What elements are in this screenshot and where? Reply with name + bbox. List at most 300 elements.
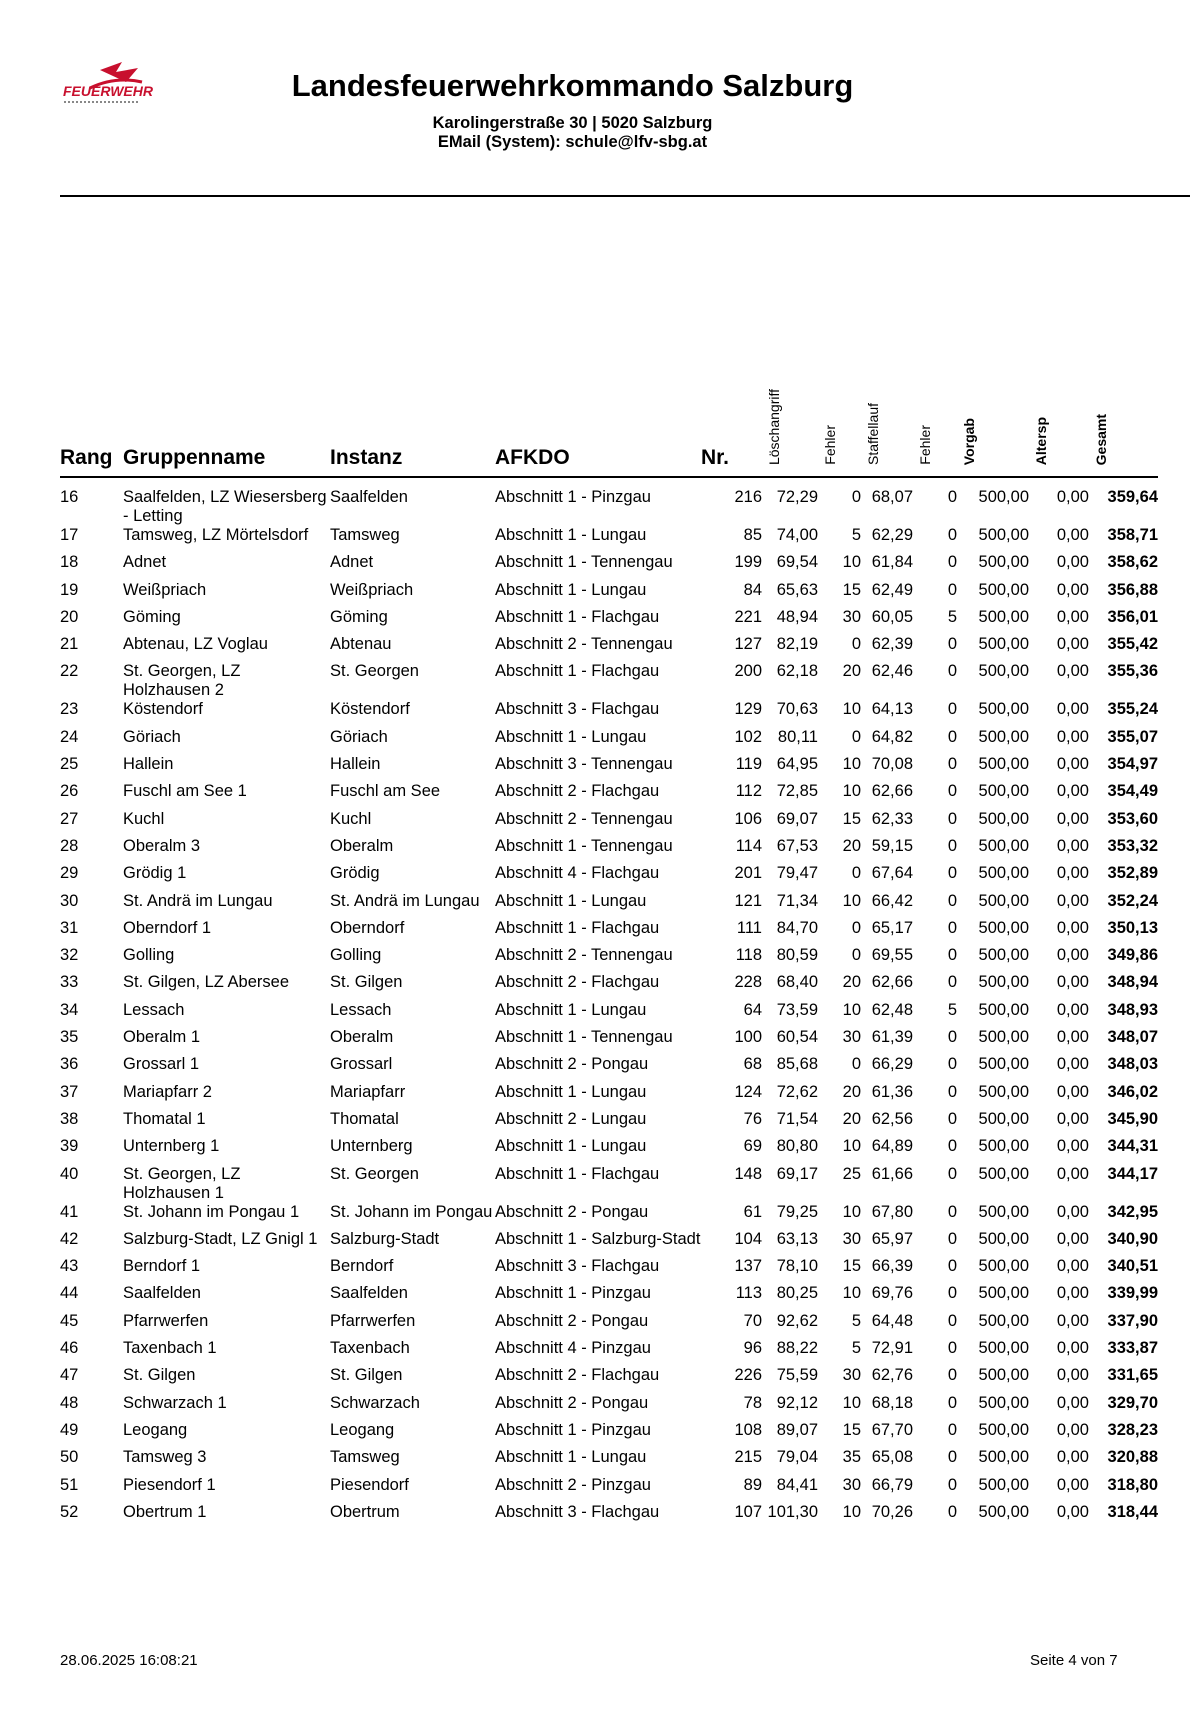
afkdo-cell: Abschnitt 3 - Flachgau <box>495 1257 660 1276</box>
rang-cell: 22 <box>60 662 79 681</box>
gesamt-cell: 340,90 <box>1107 1229 1158 1248</box>
fehler-1-cell: 20 <box>842 662 861 681</box>
group-name-cell: Oberalm 3 <box>123 836 201 855</box>
loeschangriff-cell: 92,12 <box>776 1393 818 1412</box>
altersp-cell: 0,00 <box>1056 1475 1089 1494</box>
nr-cell: 199 <box>734 553 762 572</box>
loeschangriff-cell: 64,95 <box>776 755 818 774</box>
fehler-2-cell: 0 <box>947 973 957 992</box>
altersp-cell: 0,00 <box>1056 918 1089 937</box>
group-name-cell: Tamsweg, LZ Mörtelsdorf <box>123 526 309 544</box>
rang-cell: 44 <box>60 1284 79 1303</box>
fehler-2-cell: 0 <box>947 1028 957 1047</box>
instanz-cell: Adnet <box>330 553 374 572</box>
fehler-1-cell: 10 <box>842 1284 861 1303</box>
afkdo-cell: Abschnitt 2 - Pongau <box>495 1311 649 1330</box>
fehler-2-cell: 0 <box>947 1448 957 1467</box>
rang-cell: 33 <box>60 973 79 992</box>
staffellauf-cell: 68,18 <box>871 1393 913 1412</box>
instanz-cell: Taxenbach <box>330 1339 410 1358</box>
afkdo-cell: Abschnitt 1 - Pinzgau <box>495 1284 651 1303</box>
altersp-cell: 0,00 <box>1056 553 1089 572</box>
table-row <box>60 1055 1158 1082</box>
nr-cell: 113 <box>735 1284 762 1303</box>
instanz-cell: Oberndorf <box>330 918 405 937</box>
altersp-cell: 0,00 <box>1056 1137 1089 1156</box>
vorgabe-cell: 500,00 <box>978 553 1029 572</box>
vorgabe-cell: 500,00 <box>978 973 1029 992</box>
gesamt-cell: 348,03 <box>1107 1055 1158 1074</box>
vorgabe-cell: 500,00 <box>978 1420 1029 1439</box>
group-name-cell: Tamsweg 3 <box>123 1448 207 1467</box>
gesamt-cell: 354,49 <box>1107 782 1158 801</box>
gesamt-cell: 318,80 <box>1107 1475 1158 1494</box>
rang-cell: 25 <box>60 755 79 774</box>
loeschangriff-cell: 92,62 <box>776 1311 818 1330</box>
gesamt-cell: 355,42 <box>1107 635 1158 654</box>
gesamt-cell: 320,88 <box>1107 1448 1158 1467</box>
afkdo-cell: Abschnitt 3 - Flachgau <box>495 1502 660 1521</box>
rang-cell: 43 <box>60 1257 79 1276</box>
gesamt-cell: 340,51 <box>1107 1257 1158 1276</box>
fehler-1-cell: 30 <box>842 1229 861 1248</box>
table-row <box>60 837 1158 864</box>
fehler-1-cell: 20 <box>842 836 861 855</box>
group-name-cell: Fuschl am See 1 <box>123 782 247 801</box>
afkdo-cell: Abschnitt 1 - Tennengau <box>495 836 673 855</box>
gesamt-cell: 353,32 <box>1107 836 1158 855</box>
group-name-cell: St. Gilgen, LZ Abersee <box>123 973 290 992</box>
group-name-cell: Taxenbach 1 <box>123 1339 217 1358</box>
altersp-cell: 0,00 <box>1056 1393 1089 1412</box>
altersp-cell: 0,00 <box>1056 1164 1089 1183</box>
vorgabe-cell: 500,00 <box>978 635 1029 654</box>
table-row <box>60 700 1158 727</box>
instanz-cell: Unternberg <box>330 1137 413 1156</box>
afkdo-cell: Abschnitt 1 - Pinzgau <box>495 488 651 506</box>
table-row <box>60 608 1158 635</box>
nr-cell: 96 <box>743 1339 762 1358</box>
afkdo-cell: Abschnitt 1 - Lungau <box>495 580 647 599</box>
instanz-cell: Obertrum <box>330 1502 400 1521</box>
loeschangriff-cell: 69,07 <box>776 809 818 828</box>
afkdo-cell: Abschnitt 1 - Lungau <box>495 1082 647 1101</box>
vorgabe-cell: 500,00 <box>978 662 1029 681</box>
instanz-cell: Schwarzach <box>330 1393 420 1412</box>
afkdo-cell: Abschnitt 2 - Flachgau <box>495 782 660 801</box>
altersp-cell: 0,00 <box>1056 580 1089 599</box>
nr-cell: 102 <box>734 727 762 746</box>
gesamt-cell: 348,07 <box>1107 1028 1158 1047</box>
group-name-cell: Unternberg 1 <box>123 1137 220 1156</box>
loeschangriff-cell: 75,59 <box>776 1366 818 1385</box>
rang-cell: 49 <box>60 1420 79 1439</box>
nr-cell: 127 <box>734 635 762 654</box>
altersp-cell: 0,00 <box>1056 891 1089 910</box>
gesamt-cell: 353,60 <box>1107 809 1158 828</box>
staffellauf-cell: 62,39 <box>871 635 913 654</box>
staffellauf-cell: 61,36 <box>871 1082 913 1101</box>
instanz-cell: Göming <box>330 607 388 626</box>
address-block <box>0 114 1145 152</box>
fehler-1-cell: 15 <box>842 809 861 828</box>
table-row <box>60 946 1158 973</box>
rang-cell: 37 <box>60 1082 79 1101</box>
table-row <box>60 1230 1158 1257</box>
fehler-1-cell: 30 <box>842 1475 861 1494</box>
fehler-2-cell: 0 <box>947 891 957 910</box>
nr-cell: 201 <box>734 864 762 883</box>
nr-cell: 61 <box>743 1202 762 1221</box>
gesamt-cell: 339,99 <box>1107 1284 1158 1303</box>
loeschangriff-cell: 68,40 <box>776 973 818 992</box>
instanz-cell: St. Georgen <box>330 1164 419 1183</box>
group-name-cell: Salzburg-Stadt, LZ Gnigl 1 <box>123 1229 318 1248</box>
group-name-cell: Leogang <box>123 1420 188 1439</box>
group-name-cell: St. Georgen, LZ Holzhausen 2 <box>123 662 241 700</box>
fehler-2-cell: 0 <box>947 1055 957 1074</box>
altersp-cell: 0,00 <box>1056 1229 1089 1248</box>
nr-cell: 70 <box>743 1311 762 1330</box>
fehler-2-cell: 0 <box>947 1420 957 1439</box>
col-header-gruppenname: Gruppenname <box>123 370 330 477</box>
rang-cell: 32 <box>60 946 79 965</box>
group-name-cell: Adnet <box>123 553 167 572</box>
altersp-cell: 0,00 <box>1056 607 1089 626</box>
fehler-2-cell: 0 <box>947 864 957 883</box>
gesamt-cell: 356,88 <box>1107 580 1158 599</box>
instanz-cell: Göriach <box>330 727 388 746</box>
table-row <box>60 1001 1158 1028</box>
nr-cell: 226 <box>734 1366 762 1385</box>
rang-cell: 23 <box>60 700 79 719</box>
table-row <box>60 1421 1158 1448</box>
afkdo-cell: Abschnitt 1 - Lungau <box>495 727 647 746</box>
table-row <box>60 755 1158 782</box>
fehler-1-cell: 35 <box>842 1448 861 1467</box>
nr-cell: 221 <box>734 607 762 626</box>
table-row <box>60 1165 1158 1203</box>
afkdo-cell: Abschnitt 2 - Flachgau <box>495 1366 660 1385</box>
vorgabe-cell: 500,00 <box>978 1393 1029 1412</box>
staffellauf-cell: 62,76 <box>871 1366 913 1385</box>
staffellauf-cell: 64,82 <box>871 727 913 746</box>
fehler-1-cell: 10 <box>842 1137 861 1156</box>
loeschangriff-cell: 63,13 <box>776 1229 818 1248</box>
loeschangriff-cell: 80,11 <box>777 727 818 746</box>
rang-cell: 39 <box>60 1137 79 1156</box>
loeschangriff-cell: 72,62 <box>776 1082 818 1101</box>
rang-cell: 52 <box>60 1502 79 1521</box>
loeschangriff-cell: 71,34 <box>776 891 818 910</box>
fehler-2-cell: 0 <box>947 1475 957 1494</box>
vorgabe-cell: 500,00 <box>978 580 1029 599</box>
altersp-cell: 0,00 <box>1056 526 1089 544</box>
fehler-2-cell: 0 <box>947 1366 957 1385</box>
altersp-cell: 0,00 <box>1056 700 1089 719</box>
rang-cell: 17 <box>60 526 79 544</box>
group-name-cell: Abtenau, LZ Voglau <box>123 635 268 654</box>
staffellauf-cell: 65,17 <box>871 918 913 937</box>
staffellauf-cell: 61,66 <box>871 1164 913 1183</box>
staffellauf-cell: 67,70 <box>871 1420 913 1439</box>
table-row <box>60 581 1158 608</box>
group-name-cell: St. Andrä im Lungau <box>123 891 273 910</box>
loeschangriff-cell: 70,63 <box>776 700 818 719</box>
group-name-cell: Obertrum 1 <box>123 1502 207 1521</box>
nr-cell: 108 <box>734 1420 762 1439</box>
staffellauf-cell: 70,08 <box>871 755 913 774</box>
fehler-1-cell: 30 <box>842 1366 861 1385</box>
instanz-cell: St. Georgen <box>330 662 419 681</box>
fehler-2-cell: 0 <box>947 918 957 937</box>
gesamt-cell: 333,87 <box>1107 1339 1158 1358</box>
instanz-cell: Tamsweg <box>330 526 400 544</box>
instanz-cell: Köstendorf <box>330 700 410 719</box>
afkdo-cell: Abschnitt 1 - Flachgau <box>495 607 660 626</box>
fehler-1-cell: 10 <box>842 553 861 572</box>
staffellauf-cell: 70,26 <box>871 1502 913 1521</box>
group-name-cell: Pfarrwerfen <box>123 1311 209 1330</box>
loeschangriff-cell: 65,63 <box>776 580 818 599</box>
altersp-cell: 0,00 <box>1056 946 1089 965</box>
afkdo-cell: Abschnitt 1 - Tennengau <box>495 1028 673 1047</box>
loeschangriff-cell: 89,07 <box>776 1420 818 1439</box>
nr-cell: 215 <box>734 1448 762 1467</box>
fehler-2-cell: 0 <box>947 1229 957 1248</box>
fehler-2-cell: 0 <box>947 782 957 801</box>
afkdo-cell: Abschnitt 1 - Lungau <box>495 891 647 910</box>
altersp-cell: 0,00 <box>1056 1082 1089 1101</box>
afkdo-cell: Abschnitt 2 - Lungau <box>495 1109 647 1128</box>
afkdo-cell: Abschnitt 1 - Lungau <box>495 1448 647 1467</box>
group-name-cell: Schwarzach 1 <box>123 1393 227 1412</box>
nr-cell: 76 <box>743 1109 762 1128</box>
gesamt-cell: 355,36 <box>1107 662 1158 681</box>
group-name-cell: St. Georgen, LZ Holzhausen 1 <box>123 1164 241 1202</box>
group-name-cell: St. Johann im Pongau 1 <box>123 1202 300 1221</box>
vorgabe-cell: 500,00 <box>978 755 1029 774</box>
staffellauf-cell: 62,56 <box>871 1109 913 1128</box>
col-header-staffellauf: Staffellauf <box>861 370 913 477</box>
altersp-cell: 0,00 <box>1056 1502 1089 1521</box>
table-header-row <box>60 370 1158 477</box>
staffellauf-cell: 62,29 <box>871 526 913 544</box>
group-name-cell: Göriach <box>123 727 181 746</box>
fehler-1-cell: 10 <box>842 1393 861 1412</box>
loeschangriff-cell: 71,54 <box>776 1109 818 1128</box>
group-name-cell: Köstendorf <box>123 700 203 719</box>
vorgabe-cell: 500,00 <box>978 526 1029 544</box>
afkdo-cell: Abschnitt 1 - Lungau <box>495 526 647 544</box>
instanz-cell: Leogang <box>330 1420 395 1439</box>
fehler-1-cell: 0 <box>851 488 861 506</box>
vorgabe-cell: 500,00 <box>978 607 1029 626</box>
vorgabe-cell: 500,00 <box>978 809 1029 828</box>
fehler-1-cell: 5 <box>851 1339 861 1358</box>
gesamt-cell: 349,86 <box>1107 946 1158 965</box>
vorgabe-cell: 500,00 <box>978 1475 1029 1494</box>
rang-cell: 27 <box>60 809 79 828</box>
col-header-fehler-1: Fehler <box>818 370 861 477</box>
vorgabe-cell: 500,00 <box>978 1055 1029 1074</box>
altersp-cell: 0,00 <box>1056 662 1089 681</box>
fehler-2-cell: 0 <box>947 553 957 572</box>
rang-cell: 29 <box>60 864 79 883</box>
fehler-2-cell: 0 <box>947 1202 957 1221</box>
altersp-cell: 0,00 <box>1056 755 1089 774</box>
table-row <box>60 1394 1158 1421</box>
loeschangriff-cell: 85,68 <box>776 1055 818 1074</box>
gesamt-cell: 345,90 <box>1107 1109 1158 1128</box>
fehler-1-cell: 15 <box>842 580 861 599</box>
table-row <box>60 1503 1158 1530</box>
altersp-cell: 0,00 <box>1056 1420 1089 1439</box>
fehler-1-cell: 5 <box>851 526 861 544</box>
afkdo-cell: Abschnitt 4 - Pinzgau <box>495 1339 651 1358</box>
col-header-instanz: Instanz <box>330 370 495 477</box>
header-divider <box>60 195 1190 197</box>
rang-cell: 19 <box>60 580 79 599</box>
vorgabe-cell: 500,00 <box>978 1284 1029 1303</box>
vorgabe-cell: 500,00 <box>978 1000 1029 1019</box>
staffellauf-cell: 62,66 <box>871 782 913 801</box>
fehler-1-cell: 10 <box>842 700 861 719</box>
loeschangriff-cell: 74,00 <box>776 526 818 544</box>
rang-cell: 30 <box>60 891 79 910</box>
instanz-cell: St. Gilgen <box>330 1366 403 1385</box>
col-header-nr: Nr. <box>701 370 762 477</box>
fehler-1-cell: 0 <box>851 864 861 883</box>
gesamt-cell: 355,24 <box>1107 700 1158 719</box>
nr-cell: 106 <box>734 809 762 828</box>
loeschangriff-cell: 84,70 <box>776 918 818 937</box>
instanz-cell: St. Andrä im Lungau <box>330 891 480 910</box>
afkdo-cell: Abschnitt 2 - Tennengau <box>495 946 673 965</box>
loeschangriff-cell: 79,25 <box>776 1202 818 1221</box>
vorgabe-cell: 500,00 <box>978 1082 1029 1101</box>
fehler-2-cell: 5 <box>947 607 957 626</box>
gesamt-cell: 355,07 <box>1107 727 1158 746</box>
gesamt-cell: 352,89 <box>1107 864 1158 883</box>
fehler-1-cell: 0 <box>851 727 861 746</box>
gesamt-cell: 328,23 <box>1107 1420 1158 1439</box>
instanz-cell: Kuchl <box>330 809 372 828</box>
table-row <box>60 477 1158 526</box>
afkdo-cell: Abschnitt 1 - Tennengau <box>495 553 673 572</box>
rang-cell: 24 <box>60 727 79 746</box>
afkdo-cell: Abschnitt 1 - Flachgau <box>495 918 660 937</box>
nr-cell: 78 <box>743 1393 762 1412</box>
fehler-2-cell: 0 <box>947 1137 957 1156</box>
nr-cell: 118 <box>735 946 762 965</box>
afkdo-cell: Abschnitt 2 - Pongau <box>495 1202 649 1221</box>
staffellauf-cell: 60,05 <box>871 607 913 626</box>
fehler-2-cell: 0 <box>947 526 957 544</box>
rang-cell: 51 <box>60 1475 79 1494</box>
altersp-cell: 0,00 <box>1056 1028 1089 1047</box>
altersp-cell: 0,00 <box>1056 809 1089 828</box>
loeschangriff-cell: 101,30 <box>767 1502 818 1521</box>
fehler-1-cell: 30 <box>842 607 861 626</box>
vorgabe-cell: 500,00 <box>978 836 1029 855</box>
fehler-2-cell: 0 <box>947 1082 957 1101</box>
fehler-1-cell: 15 <box>842 1420 861 1439</box>
instanz-cell: Golling <box>330 946 382 965</box>
fehler-2-cell: 0 <box>947 1284 957 1303</box>
afkdo-cell: Abschnitt 1 - Salzburg-Stadt <box>495 1229 701 1248</box>
rang-cell: 34 <box>60 1000 79 1019</box>
email-line: EMail (System): schule@lfv-sbg.at <box>437 133 708 151</box>
fehler-2-cell: 0 <box>947 488 957 506</box>
nr-cell: 112 <box>735 782 762 801</box>
table-row <box>60 1110 1158 1137</box>
fehler-1-cell: 0 <box>851 946 861 965</box>
instanz-cell: Saalfelden <box>330 1284 408 1303</box>
staffellauf-cell: 66,39 <box>871 1257 913 1276</box>
altersp-cell: 0,00 <box>1056 1284 1089 1303</box>
table-row <box>60 1257 1158 1284</box>
staffellauf-cell: 66,42 <box>871 891 913 910</box>
altersp-cell: 0,00 <box>1056 1257 1089 1276</box>
loeschangriff-cell: 69,54 <box>776 553 818 572</box>
afkdo-cell: Abschnitt 1 - Lungau <box>495 1137 647 1156</box>
vorgabe-cell: 500,00 <box>978 782 1029 801</box>
group-name-cell: Berndorf 1 <box>123 1257 201 1276</box>
table-row <box>60 1448 1158 1475</box>
fehler-1-cell: 20 <box>842 1082 861 1101</box>
vorgabe-cell: 500,00 <box>978 946 1029 965</box>
staffellauf-cell: 66,29 <box>871 1055 913 1074</box>
loeschangriff-cell: 79,04 <box>776 1448 818 1467</box>
staffellauf-cell: 59,15 <box>871 836 913 855</box>
altersp-cell: 0,00 <box>1056 1311 1089 1330</box>
fehler-2-cell: 0 <box>947 1393 957 1412</box>
loeschangriff-cell: 80,80 <box>776 1137 818 1156</box>
staffellauf-cell: 61,39 <box>871 1028 913 1047</box>
table-row <box>60 635 1158 662</box>
fehler-2-cell: 0 <box>947 836 957 855</box>
gesamt-cell: 350,13 <box>1107 918 1158 937</box>
nr-cell: 89 <box>743 1475 762 1494</box>
altersp-cell: 0,00 <box>1056 1448 1089 1467</box>
instanz-cell: Oberalm <box>330 836 394 855</box>
loeschangriff-cell: 60,54 <box>776 1028 818 1047</box>
instanz-cell: Saalfelden <box>330 488 408 506</box>
group-name-cell: Piesendorf 1 <box>123 1475 216 1494</box>
afkdo-cell: Abschnitt 1 - Lungau <box>495 1000 647 1019</box>
vorgabe-cell: 500,00 <box>978 700 1029 719</box>
fehler-1-cell: 10 <box>842 755 861 774</box>
group-name-cell: Kuchl <box>123 809 165 828</box>
table-row <box>60 1366 1158 1393</box>
instanz-cell: Salzburg-Stadt <box>330 1229 440 1248</box>
vorgabe-cell: 500,00 <box>978 864 1029 883</box>
staffellauf-cell: 67,80 <box>871 1202 913 1221</box>
staffellauf-cell: 65,97 <box>871 1229 913 1248</box>
nr-cell: 129 <box>734 700 762 719</box>
table-row <box>60 553 1158 580</box>
loeschangriff-cell: 73,59 <box>776 1000 818 1019</box>
afkdo-cell: Abschnitt 2 - Tennengau <box>495 809 673 828</box>
table-row <box>60 1284 1158 1311</box>
loeschangriff-cell: 80,25 <box>776 1284 818 1303</box>
col-header-fehler-2: Fehler <box>913 370 957 477</box>
rang-cell: 26 <box>60 782 79 801</box>
staffellauf-cell: 67,64 <box>871 864 913 883</box>
fehler-2-cell: 0 <box>947 635 957 654</box>
col-header-gesamt: Gesamt <box>1089 370 1158 477</box>
